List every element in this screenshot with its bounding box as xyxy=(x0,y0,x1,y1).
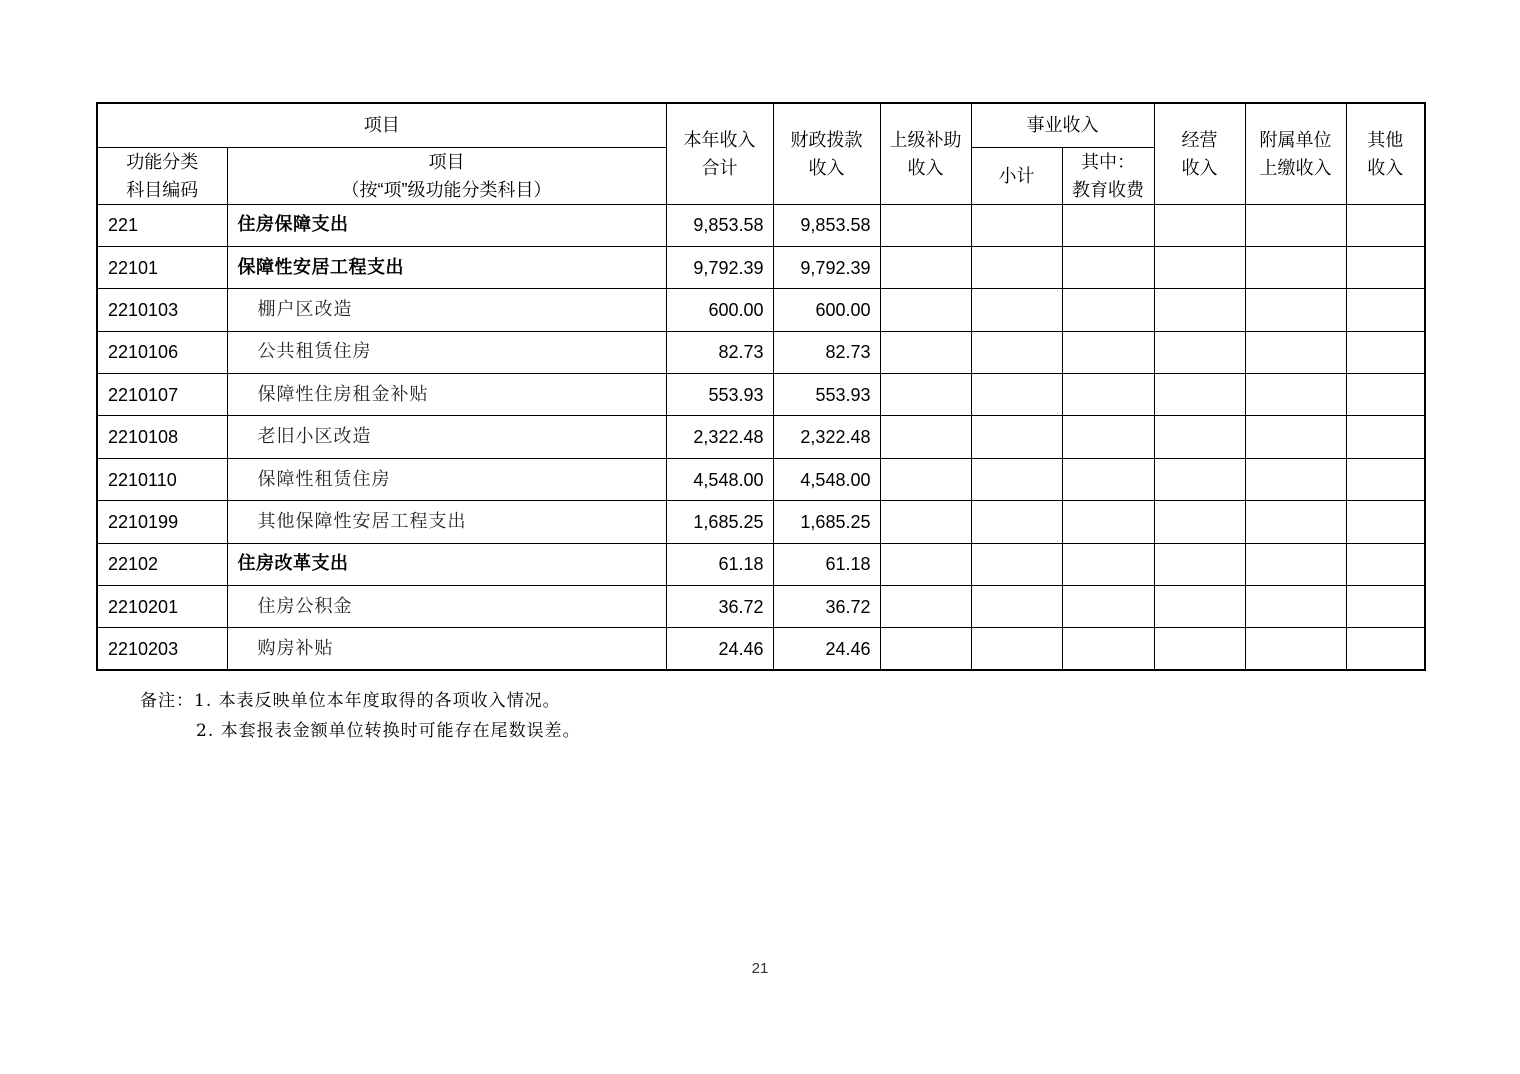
row-empty-cell xyxy=(971,374,1062,416)
page-number: 21 xyxy=(751,960,769,977)
row-empty-cell xyxy=(971,501,1062,543)
header-career-income: 事业收入 xyxy=(971,103,1154,147)
row-empty-cell xyxy=(1062,586,1154,628)
row-total: 9,792.39 xyxy=(666,246,773,288)
row-empty-cell xyxy=(1062,246,1154,288)
row-empty-cell xyxy=(1346,289,1425,331)
row-empty-cell xyxy=(1154,501,1245,543)
row-fiscal: 36.72 xyxy=(773,586,880,628)
row-empty-cell xyxy=(880,586,971,628)
row-empty-cell xyxy=(1245,331,1346,373)
table-row xyxy=(97,374,1425,416)
row-empty-cell xyxy=(1062,543,1154,585)
row-fiscal: 1,685.25 xyxy=(773,501,880,543)
header-fiscal-appropriation: 财政拨款 收入 xyxy=(773,103,880,204)
row-empty-cell xyxy=(880,543,971,585)
header-item-name: 项目 （按“项”级功能分类科目） xyxy=(227,147,666,204)
row-name: 住房改革支出 xyxy=(227,543,666,585)
row-name: 购房补贴 xyxy=(227,628,666,670)
row-name: 公共租赁住房 xyxy=(227,331,666,373)
table-row xyxy=(97,543,1425,585)
row-name: 住房公积金 xyxy=(227,586,666,628)
row-empty-cell xyxy=(880,501,971,543)
row-code: 2210103 xyxy=(97,289,227,331)
header-function-code: 功能分类 科目编码 xyxy=(97,147,227,204)
row-empty-cell xyxy=(1346,501,1425,543)
header-other-income: 其他 收入 xyxy=(1346,103,1425,204)
table-row xyxy=(97,331,1425,373)
row-empty-cell xyxy=(971,628,1062,670)
table-body xyxy=(97,204,1425,670)
row-empty-cell xyxy=(1346,416,1425,458)
income-summary-table xyxy=(96,102,1426,671)
row-total: 2,322.48 xyxy=(666,416,773,458)
row-code: 2210108 xyxy=(97,416,227,458)
table-row xyxy=(97,586,1425,628)
row-empty-cell xyxy=(1062,628,1154,670)
row-total: 9,853.58 xyxy=(666,204,773,246)
row-empty-cell xyxy=(880,246,971,288)
row-empty-cell xyxy=(880,416,971,458)
row-name: 保障性住房租金补贴 xyxy=(227,374,666,416)
row-empty-cell xyxy=(971,289,1062,331)
row-fiscal: 61.18 xyxy=(773,543,880,585)
row-name: 老旧小区改造 xyxy=(227,416,666,458)
row-fiscal: 9,853.58 xyxy=(773,204,880,246)
header-subtotal: 小计 xyxy=(971,147,1062,204)
row-empty-cell xyxy=(971,246,1062,288)
row-empty-cell xyxy=(1154,246,1245,288)
row-fiscal: 4,548.00 xyxy=(773,458,880,500)
row-empty-cell xyxy=(880,458,971,500)
row-empty-cell xyxy=(1346,543,1425,585)
row-fiscal: 24.46 xyxy=(773,628,880,670)
table-row xyxy=(97,416,1425,458)
row-empty-cell xyxy=(1346,374,1425,416)
row-empty-cell xyxy=(1154,289,1245,331)
row-total: 1,685.25 xyxy=(666,501,773,543)
row-empty-cell xyxy=(1346,246,1425,288)
table-row xyxy=(97,628,1425,670)
row-empty-cell xyxy=(1245,543,1346,585)
row-total: 4,548.00 xyxy=(666,458,773,500)
row-empty-cell xyxy=(1346,458,1425,500)
row-empty-cell xyxy=(1062,458,1154,500)
header-education-fees: 其中： 教育收费 xyxy=(1062,147,1154,204)
row-total: 82.73 xyxy=(666,331,773,373)
header-operation-income: 经营 收入 xyxy=(1154,103,1245,204)
table-row xyxy=(97,246,1425,288)
row-empty-cell xyxy=(1245,204,1346,246)
row-empty-cell xyxy=(1154,374,1245,416)
header-affiliated-income: 附属单位 上缴收入 xyxy=(1245,103,1346,204)
row-empty-cell xyxy=(1154,204,1245,246)
row-total: 24.46 xyxy=(666,628,773,670)
row-empty-cell xyxy=(880,289,971,331)
row-empty-cell xyxy=(1062,416,1154,458)
row-empty-cell xyxy=(1245,374,1346,416)
row-empty-cell xyxy=(1154,586,1245,628)
row-empty-cell xyxy=(880,628,971,670)
row-code: 22102 xyxy=(97,543,227,585)
row-empty-cell xyxy=(1346,204,1425,246)
row-total: 61.18 xyxy=(666,543,773,585)
row-empty-cell xyxy=(1346,331,1425,373)
note-line-2: 2. 本套报表金额单位转换时可能存在尾数误差。 xyxy=(196,721,581,741)
row-total: 600.00 xyxy=(666,289,773,331)
row-empty-cell xyxy=(1245,628,1346,670)
row-code: 22101 xyxy=(97,246,227,288)
row-total: 553.93 xyxy=(666,374,773,416)
row-empty-cell xyxy=(1346,628,1425,670)
table-row xyxy=(97,289,1425,331)
row-code: 2210203 xyxy=(97,628,227,670)
table-row xyxy=(97,458,1425,500)
row-empty-cell xyxy=(880,204,971,246)
row-empty-cell xyxy=(1245,246,1346,288)
row-empty-cell xyxy=(1062,289,1154,331)
table-notes xyxy=(140,686,581,746)
row-code: 2210106 xyxy=(97,331,227,373)
row-total: 36.72 xyxy=(666,586,773,628)
row-code: 2210107 xyxy=(97,374,227,416)
row-name: 棚户区改造 xyxy=(227,289,666,331)
row-name: 保障性安居工程支出 xyxy=(227,246,666,288)
row-empty-cell xyxy=(880,374,971,416)
row-empty-cell xyxy=(1154,628,1245,670)
row-name: 保障性租赁住房 xyxy=(227,458,666,500)
row-empty-cell xyxy=(1245,458,1346,500)
row-code: 221 xyxy=(97,204,227,246)
row-empty-cell xyxy=(971,204,1062,246)
header-total-income: 本年收入 合计 xyxy=(666,103,773,204)
header-superior-subsidy: 上级补助 收入 xyxy=(880,103,971,204)
row-empty-cell xyxy=(1154,331,1245,373)
row-empty-cell xyxy=(1062,204,1154,246)
row-empty-cell xyxy=(1245,416,1346,458)
row-empty-cell xyxy=(971,331,1062,373)
row-fiscal: 9,792.39 xyxy=(773,246,880,288)
row-empty-cell xyxy=(1245,501,1346,543)
row-empty-cell xyxy=(971,543,1062,585)
row-empty-cell xyxy=(1154,543,1245,585)
table-row xyxy=(97,501,1425,543)
row-empty-cell xyxy=(1154,458,1245,500)
row-empty-cell xyxy=(880,331,971,373)
row-code: 2210110 xyxy=(97,458,227,500)
row-empty-cell xyxy=(971,586,1062,628)
row-empty-cell xyxy=(1245,586,1346,628)
row-fiscal: 82.73 xyxy=(773,331,880,373)
row-empty-cell xyxy=(1062,374,1154,416)
row-name: 住房保障支出 xyxy=(227,204,666,246)
table-header xyxy=(97,103,1425,204)
row-fiscal: 600.00 xyxy=(773,289,880,331)
row-code: 2210201 xyxy=(97,586,227,628)
row-code: 2210199 xyxy=(97,501,227,543)
table-row xyxy=(97,204,1425,246)
row-fiscal: 553.93 xyxy=(773,374,880,416)
header-project: 项目 xyxy=(97,103,666,147)
row-empty-cell xyxy=(1062,331,1154,373)
row-empty-cell xyxy=(1062,501,1154,543)
note-line-1: 备注：1. 本表反映单位本年度取得的各项收入情况。 xyxy=(140,691,561,711)
row-empty-cell xyxy=(1154,416,1245,458)
row-empty-cell xyxy=(1245,289,1346,331)
row-empty-cell xyxy=(971,416,1062,458)
row-empty-cell xyxy=(971,458,1062,500)
row-fiscal: 2,322.48 xyxy=(773,416,880,458)
row-empty-cell xyxy=(1346,586,1425,628)
row-name: 其他保障性安居工程支出 xyxy=(227,501,666,543)
